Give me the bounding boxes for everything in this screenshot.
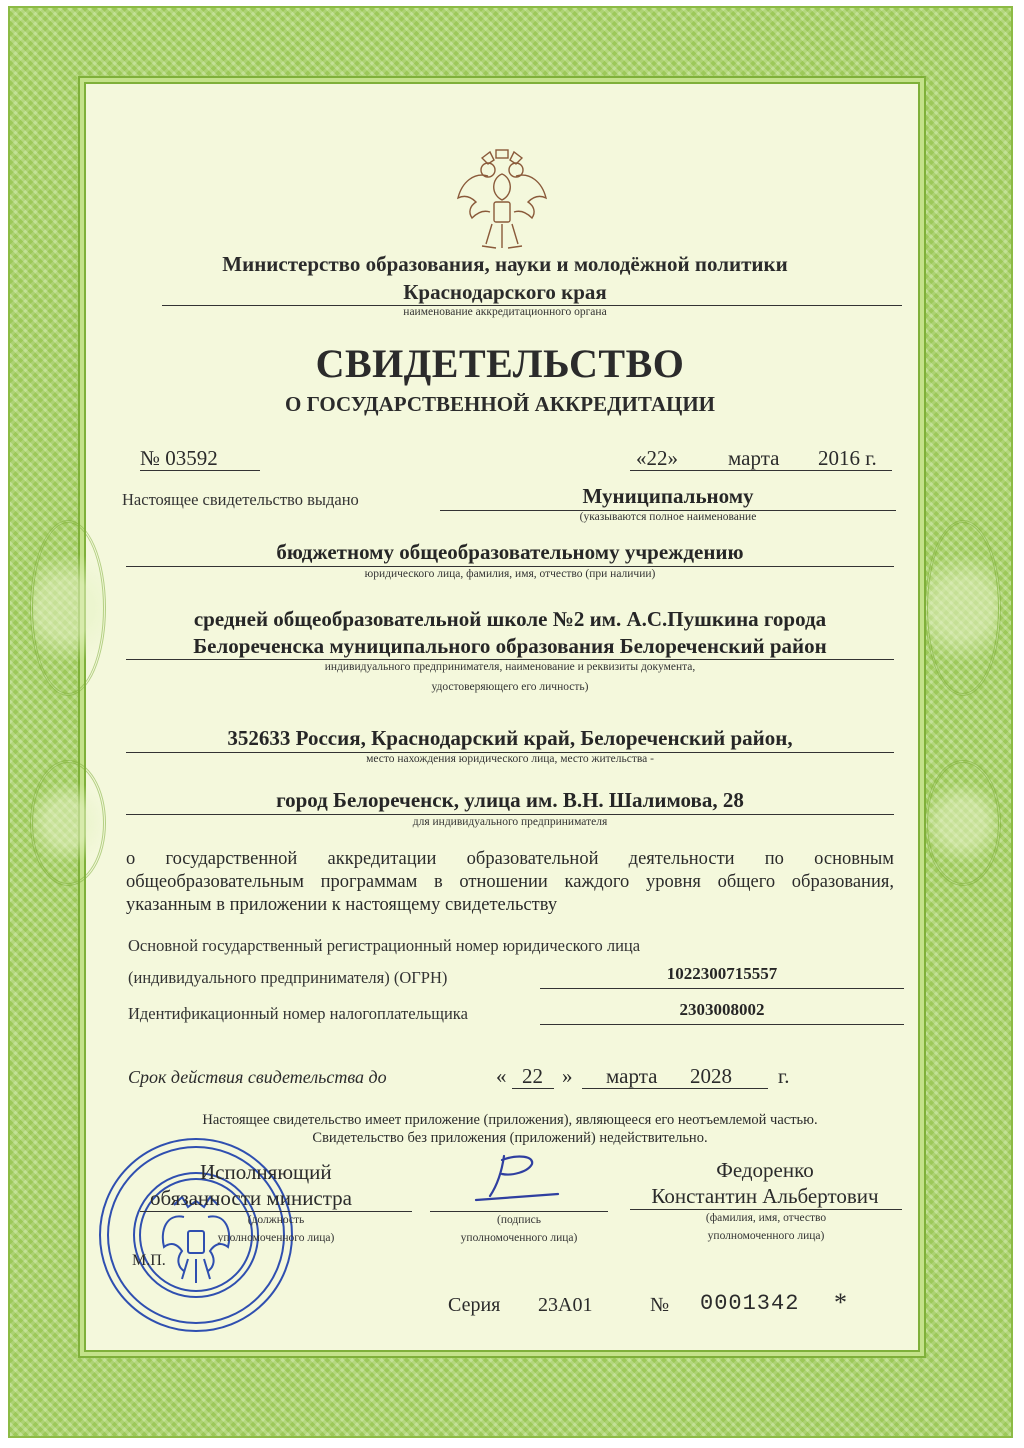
authority-name-line2: Краснодарского края <box>403 280 607 304</box>
signature-underline <box>430 1211 608 1212</box>
inn-underline <box>540 1024 904 1025</box>
issue-month: марта <box>728 446 780 470</box>
number-underline <box>140 470 260 471</box>
address-caption1: место нахождения юридического лица, место жительства - <box>366 753 654 765</box>
series-label: Серия <box>448 1294 501 1316</box>
blank-number: 0001342 <box>700 1291 800 1316</box>
position-caption2: уполномоченного лица) <box>217 1232 335 1244</box>
validity-suffix: г. <box>778 1064 790 1088</box>
signatory-position-line2: обязанности министра <box>150 1186 353 1210</box>
validity-open-quote: « <box>496 1064 507 1088</box>
authority-name-line1: Министерство образования, науки и молодёжной политики <box>222 252 788 276</box>
issued-to-line4: Белореченска муниципального образования Белореченский район <box>193 634 827 658</box>
signature-caption1: (подпись <box>497 1214 541 1226</box>
position-underline <box>140 1211 412 1212</box>
left-ornament <box>30 520 106 696</box>
validity-month-underline <box>582 1088 768 1089</box>
name-underline <box>630 1209 902 1210</box>
appendix-note2: Свидетельство без приложения (приложений) недействительно. <box>312 1130 708 1146</box>
issued-to-line1: Муниципальному <box>582 484 754 508</box>
issued-to-label: Настоящее свидетельство выдано <box>122 490 359 509</box>
address-caption2: для индивидуального предпринимателя <box>412 816 608 828</box>
issued-to-line2: бюджетному общеобразовательному учреждению <box>276 540 744 564</box>
series-mark: * <box>834 1288 847 1317</box>
inn-label: Идентификационный номер налогоплательщика <box>128 1004 468 1023</box>
seal-mark: М.П. <box>132 1252 166 1269</box>
ogrn-label1: Основной государственный регистрационный номер юридического лица <box>128 936 641 955</box>
name-caption1: (фамилия, имя, отчество <box>705 1212 827 1224</box>
issued-to-caption3a: индивидуального предпринимателя, наименование и реквизиты документа, <box>324 661 696 673</box>
certificate-number: № 03592 <box>140 446 218 470</box>
issued-to-caption2: юридического лица, фамилия, имя, отчество (при наличии) <box>364 568 656 580</box>
document-subtitle: О ГОСУДАРСТВЕННОЙ АККРЕДИТАЦИИ <box>284 392 716 416</box>
date-underline <box>630 470 892 471</box>
series-value: 23А01 <box>538 1294 593 1316</box>
address-line2: город Белореченск, улица им. В.Н. Шалимова, 28 <box>276 788 744 812</box>
ogrn-label2: (индивидуального предпринимателя) (ОГРН) <box>128 968 448 987</box>
issue-day: «22» <box>636 446 678 470</box>
validity-day: 22 <box>522 1064 543 1088</box>
left-ornament-lower <box>30 760 106 886</box>
issued-to-caption1: (указываются полное наименование <box>579 511 757 523</box>
ogrn-value: 1022300715557 <box>666 964 778 983</box>
accreditation-statement: о государственной аккредитации образовательной деятельности по основным общеобразовательным программам в отношении каждого уровня общего образования, указанным в приложении к настоящему свидетельству <box>126 849 894 915</box>
right-ornament-lower <box>925 760 1001 886</box>
signatory-surname: Федоренко <box>716 1158 814 1182</box>
document-title: СВИДЕТЕЛЬСТВО <box>315 341 685 386</box>
issue-year: 2016 г. <box>818 446 877 470</box>
right-ornament <box>925 520 1001 696</box>
address-line1: 352633 Россия, Краснодарский край, Белореченский район, <box>227 726 793 750</box>
name-caption2: уполномоченного лица) <box>707 1230 825 1242</box>
validity-label: Срок действия свидетельства до <box>128 1067 387 1087</box>
validity-month: марта <box>606 1064 658 1088</box>
ogrn-underline <box>540 988 904 989</box>
position-caption1: (должность <box>247 1214 305 1226</box>
signatory-position-line1: Исполняющий <box>200 1160 332 1184</box>
coat-of-arms-emblem <box>452 148 552 256</box>
validity-close-quote: » <box>562 1064 573 1088</box>
inn-value: 2303008002 <box>679 1000 765 1019</box>
issued-to-line3: средней общеобразовательной школе №2 им. А.С.Пушкина города <box>193 607 827 631</box>
validity-day-underline <box>512 1088 554 1089</box>
appendix-note1: Настоящее свидетельство имеет приложение (приложения), являющееся его неотъемлемой частью. <box>202 1112 818 1128</box>
signatory-given-names: Константин Альбертович <box>651 1184 879 1208</box>
handwritten-signature <box>462 1150 572 1210</box>
validity-year: 2028 <box>690 1064 732 1088</box>
signature-caption2: уполномоченного лица) <box>460 1232 578 1244</box>
blank-number-sign: № <box>650 1294 670 1316</box>
authority-caption: наименование аккредитационного органа <box>403 306 607 318</box>
issued-to-caption3b: удостоверяющего его личность) <box>431 681 589 693</box>
